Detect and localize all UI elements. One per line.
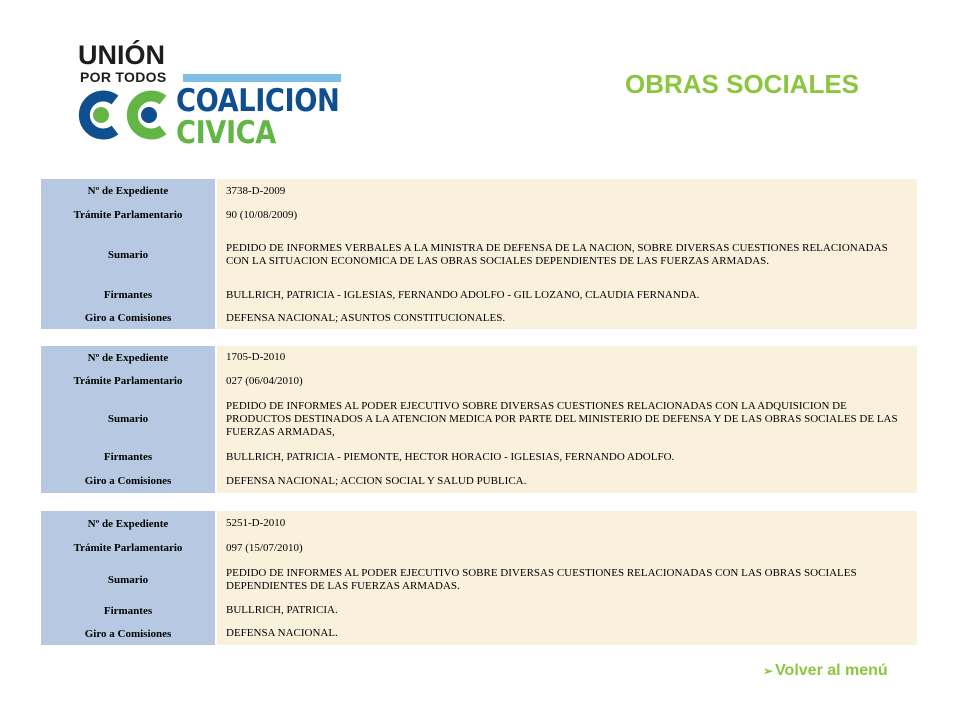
record-value: BULLRICH, PATRICIA - IGLESIAS, FERNANDO ADOLFO - GIL LOZANO, CLAUDIA FERNANDA. xyxy=(216,283,917,307)
record-value: PEDIDO DE INFORMES AL PODER EJECUTIVO SOBRE DIVERSAS CUESTIONES RELACIONADAS CON LAS OBRAS SOCIALES DEPENDIENTES DE LAS FUERZAS ARMADAS. xyxy=(216,560,917,599)
record-row xyxy=(41,445,917,469)
record-label: Nº de Expediente xyxy=(41,179,216,203)
record-label: Firmantes xyxy=(41,283,216,307)
record-label: Sumario xyxy=(41,227,216,283)
record-value: 90 (10/08/2009) xyxy=(216,203,917,227)
record-value: 5251-D-2010 xyxy=(216,511,917,536)
expediente-record xyxy=(41,179,917,329)
back-to-menu-label: Volver al menú xyxy=(775,662,888,679)
record-row xyxy=(41,179,917,203)
record-value: DEFENSA NACIONAL. xyxy=(216,622,917,645)
back-to-menu-link[interactable] xyxy=(763,661,888,681)
record-label: Giro a Comisiones xyxy=(41,307,216,329)
record-row xyxy=(41,393,917,445)
record-row xyxy=(41,622,917,645)
record-row xyxy=(41,560,917,599)
cc-logo-icon xyxy=(78,90,174,140)
record-label: Nº de Expediente xyxy=(41,511,216,536)
record-value: PEDIDO DE INFORMES AL PODER EJECUTIVO SOBRE DIVERSAS CUESTIONES RELACIONADAS CON LA ADQUISICION DE PRODUCTOS DESTINADOS A LA ATENCION MEDICA POR PARTE DEL MINISTERIO DE DEFENSA Y DE LAS OBRAS SOCIALES DE LAS FUERZAS ARMADAS, xyxy=(216,393,917,445)
logo-line-por-todos: POR TODOS xyxy=(80,69,167,85)
expediente-record xyxy=(41,511,917,645)
record-label: Trámite Parlamentario xyxy=(41,536,216,560)
record-label: Giro a Comisiones xyxy=(41,622,216,645)
logo-line-civica: CIVICA xyxy=(176,115,276,151)
record-label: Trámite Parlamentario xyxy=(41,203,216,227)
record-value: 097 (15/07/2010) xyxy=(216,536,917,560)
record-row xyxy=(41,346,917,369)
record-row xyxy=(41,307,917,329)
record-label: Sumario xyxy=(41,393,216,445)
record-value: 3738-D-2009 xyxy=(216,179,917,203)
record-label: Sumario xyxy=(41,560,216,599)
record-row xyxy=(41,599,917,622)
arrow-bullet-icon: ➢ xyxy=(763,664,774,678)
record-label: Trámite Parlamentario xyxy=(41,369,216,393)
record-value: 027 (06/04/2010) xyxy=(216,369,917,393)
expediente-record xyxy=(41,346,917,493)
record-row xyxy=(41,369,917,393)
logo-line-coalicion: COALICION xyxy=(176,83,340,119)
record-value: BULLRICH, PATRICIA. xyxy=(216,599,917,622)
record-value: PEDIDO DE INFORMES VERBALES A LA MINISTRA DE DEFENSA DE LA NACION, SOBRE DIVERSAS CUESTIONES RELACIONADAS CON LA SITUACION ECONOMICA DE LAS OBRAS SOCIALES DEPENDIENTES DE LAS FUERZAS ARMADAS. xyxy=(216,227,917,283)
record-label: Firmantes xyxy=(41,599,216,622)
record-row xyxy=(41,536,917,560)
record-value: DEFENSA NACIONAL; ASUNTOS CONSTITUCIONALES. xyxy=(216,307,917,329)
record-label: Giro a Comisiones xyxy=(41,469,216,493)
record-row xyxy=(41,511,917,536)
record-row xyxy=(41,203,917,227)
coalicion-civica-logo xyxy=(78,42,346,152)
record-value: 1705-D-2010 xyxy=(216,346,917,369)
record-value: DEFENSA NACIONAL; ACCION SOCIAL Y SALUD PUBLICA. xyxy=(216,469,917,493)
logo-stripe xyxy=(183,74,341,82)
record-label: Nº de Expediente xyxy=(41,346,216,369)
record-label: Firmantes xyxy=(41,445,216,469)
record-row xyxy=(41,283,917,307)
page-title: OBRAS SOCIALES xyxy=(625,69,860,99)
logo-line-union: UNIÓN xyxy=(78,40,165,70)
record-row xyxy=(41,469,917,493)
record-value: BULLRICH, PATRICIA - PIEMONTE, HECTOR HORACIO - IGLESIAS, FERNANDO ADOLFO. xyxy=(216,445,917,469)
record-row xyxy=(41,227,917,283)
